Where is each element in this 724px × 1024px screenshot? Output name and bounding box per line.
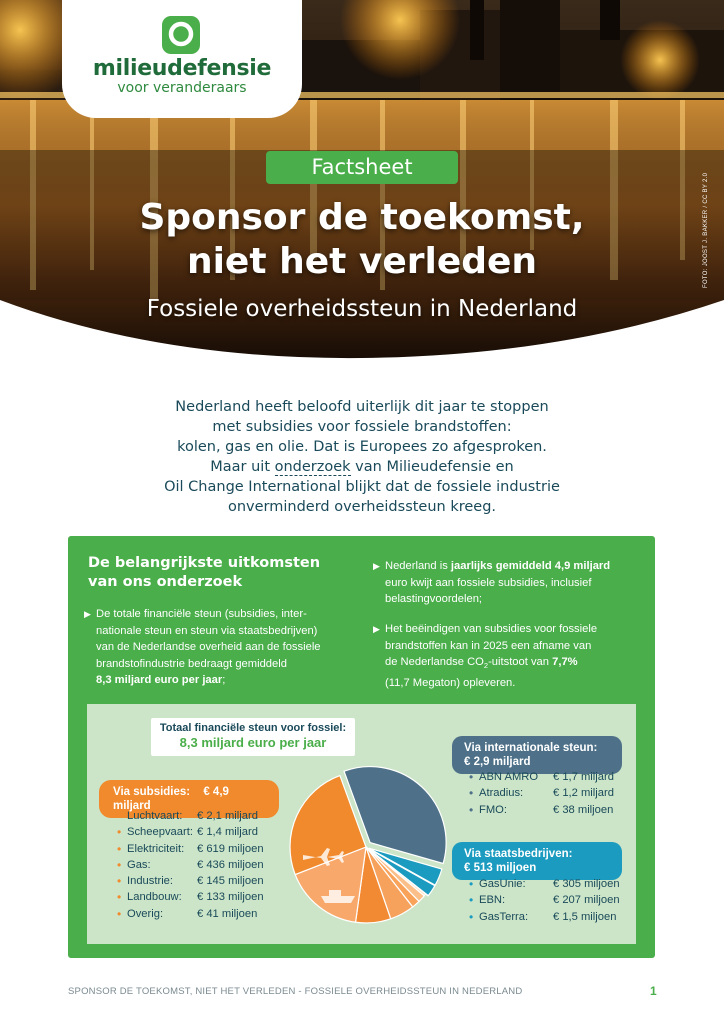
subsidies-value: € 4,9 miljard [113, 786, 229, 812]
item-label: GasUnie: [479, 878, 526, 890]
list-item [117, 908, 287, 924]
logo-card [62, 0, 302, 118]
bullet-dot-icon: • [469, 770, 474, 784]
finding-bullet-subsidies [373, 558, 635, 608]
intro-line: Nederland heeft beloofd uiterlijk dit jaar te stoppen [175, 399, 549, 415]
item-value: € 1,2 miljard [553, 787, 614, 800]
item-value: € 1,7 miljard [553, 771, 614, 783]
bullet-bold: jaarlijks gemiddeld 4,9 miljard [450, 560, 611, 572]
milieudefensie-logo-icon [162, 16, 200, 54]
bullet-line [96, 672, 356, 689]
item-label: Atradius: [479, 787, 524, 800]
item-label: ABN AMRO [479, 771, 539, 783]
bullet-dot-icon: • [469, 909, 474, 924]
title-line-1: Sponsor de toekomst, [139, 197, 585, 238]
finding-bullet-co2 [373, 621, 635, 691]
intro-line: kolen, gas en olie. Dat is Europees zo afgesproken. [177, 439, 547, 455]
footer-text: SPONSOR DE TOEKOMST, NIET HET VERLEDEN - FOSSIELE OVERHEIDSSTEUN IN NEDERLAND [68, 986, 523, 997]
list-item [469, 894, 629, 910]
item-label: Overig: [127, 907, 164, 920]
co2-subscript: 2 [483, 661, 489, 671]
list-item [469, 804, 629, 820]
international-list [469, 771, 629, 820]
bullet-bold: 8,3 miljard euro per jaar [96, 674, 223, 686]
bullet-dot-icon: • [117, 857, 122, 872]
findings-panel [68, 536, 655, 958]
intro-line: met subsidies voor fossiele brandstoffen: [212, 419, 512, 435]
brand-tagline: voor veranderaars [117, 80, 247, 96]
bullet-line: brandstoffen kan in 2025 een afname van [385, 639, 592, 652]
item-value: € 133 miljoen [197, 891, 264, 904]
bullet-triangle-icon: ▶ [84, 609, 91, 619]
photo-credit: FOTO: JOOST J. BAKKER / CC BY 2.0 [703, 172, 709, 288]
list-item [469, 911, 629, 927]
list-item [469, 878, 629, 894]
item-label: FMO: [479, 803, 507, 816]
item-value: € 1,4 miljard [197, 826, 258, 839]
list-item [469, 787, 629, 803]
international-label: Via internationale steun: [464, 742, 598, 754]
item-value: € 38 miljoen [553, 803, 614, 816]
bullet-dot-icon: • [117, 825, 122, 840]
bullet-line: belastingvoordelen; [385, 593, 483, 605]
item-label: Luchtvaart: [127, 810, 183, 822]
total-support-label: Totaal financiële steun voor fossiel: [159, 722, 347, 734]
title-line-2: niet het verleden [186, 241, 538, 282]
bullet-triangle-icon: ▶ [373, 624, 380, 634]
onderzoek-link[interactable]: onderzoek [274, 459, 351, 475]
bullet-dot-icon: • [117, 874, 122, 889]
heading-line: van ons onderzoek [88, 574, 243, 590]
brand-name: milieudefensie [92, 56, 272, 81]
bullet-dot-icon: • [469, 877, 474, 891]
item-label: Elektriciteit: [127, 842, 185, 855]
hero-banner [0, 0, 724, 372]
item-label: Scheepvaart: [127, 826, 193, 839]
item-value: € 41 miljoen [197, 907, 258, 920]
page-title [0, 196, 724, 284]
bullet-dot-icon: • [469, 786, 474, 801]
bullet-line: Het beëindigen van subsidies voor fossiele [385, 623, 598, 635]
list-item [117, 891, 287, 907]
subsidies-label: Via subsidies: [113, 786, 191, 798]
total-support-value: 8,3 miljard euro per jaar [179, 735, 327, 750]
item-label: Gas: [127, 858, 151, 871]
bullet-dot-icon: • [117, 841, 122, 856]
bullet-text: Nederland is [385, 560, 451, 572]
intro-line: Oil Change International blijkt dat de fossiele industrie [164, 479, 560, 495]
subsidies-list [117, 810, 287, 924]
item-label: Landbouw: [127, 891, 182, 904]
item-value: € 305 miljoen [553, 878, 620, 890]
item-value: € 436 miljoen [197, 858, 264, 871]
bullet-line [385, 654, 635, 675]
list-item [117, 875, 287, 891]
state-value: € 513 miljoen [464, 862, 537, 874]
bullet-dot-icon: • [469, 802, 474, 817]
bullet-line: euro kwijt aan fossiele subsidies, inclusief [385, 576, 592, 589]
total-support-box [151, 718, 355, 756]
page-number: 1 [650, 984, 657, 998]
list-item [117, 859, 287, 875]
bullet-line: nationale steun en steun via staatsbedrijven) [96, 624, 318, 637]
item-value: € 207 miljoen [553, 894, 620, 907]
bullet-text: -uitstoot van [488, 656, 553, 668]
item-label: Industrie: [127, 875, 174, 888]
support-pie-chart [281, 762, 451, 932]
intro-text [80, 397, 644, 517]
item-label: EBN: [479, 894, 506, 907]
intro-line: onverminderd overheidssteun kreeg. [227, 499, 497, 515]
state-list [469, 878, 629, 927]
finding-bullet-total [84, 606, 356, 689]
bullet-text: de Nederlandse CO [385, 656, 484, 668]
bullet-triangle-icon: ▶ [373, 561, 380, 571]
bullet-bold: 7,7% [552, 656, 578, 668]
list-item [117, 826, 287, 842]
item-value: € 145 miljoen [197, 875, 264, 888]
state-label: Via staatsbedrijven: [464, 848, 573, 860]
bullet-line: (11,7 Megaton) opleveren. [385, 676, 516, 689]
bullet-line [385, 558, 635, 575]
list-item [117, 810, 287, 826]
state-header [452, 842, 622, 880]
international-header [452, 736, 622, 774]
intro-line [80, 457, 644, 477]
international-value: € 2,9 miljard [464, 756, 531, 768]
bullet-text: ; [222, 674, 226, 686]
heading-line: De belangrijkste uitkomsten [88, 555, 321, 571]
page-subtitle: Fossiele overheidssteun in Nederland [146, 296, 578, 322]
bullet-line: De totale financiële steun (subsidies, inter- [96, 608, 307, 620]
intro-text-part: Maar uit [210, 459, 275, 475]
intro-text-part: van Milieudefensie en [350, 459, 514, 475]
item-value: € 1,5 miljoen [553, 910, 617, 923]
factsheet-badge: Factsheet [266, 151, 458, 184]
bullet-dot-icon: • [469, 893, 474, 908]
bullet-line: brandstofindustrie bedraagt gemiddeld [96, 657, 287, 670]
item-value: € 2,1 miljard [197, 810, 258, 822]
item-label: GasTerra: [479, 910, 529, 923]
support-infographic [87, 704, 636, 944]
findings-heading [88, 554, 348, 592]
list-item [469, 771, 629, 787]
bullet-dot-icon: • [117, 890, 122, 905]
bullet-line: van de Nederlandse overheid aan de fossiele [96, 641, 321, 653]
list-item [117, 843, 287, 859]
bullet-dot-icon: • [117, 809, 122, 823]
item-value: € 619 miljoen [197, 842, 264, 855]
bullet-dot-icon: • [117, 906, 122, 921]
